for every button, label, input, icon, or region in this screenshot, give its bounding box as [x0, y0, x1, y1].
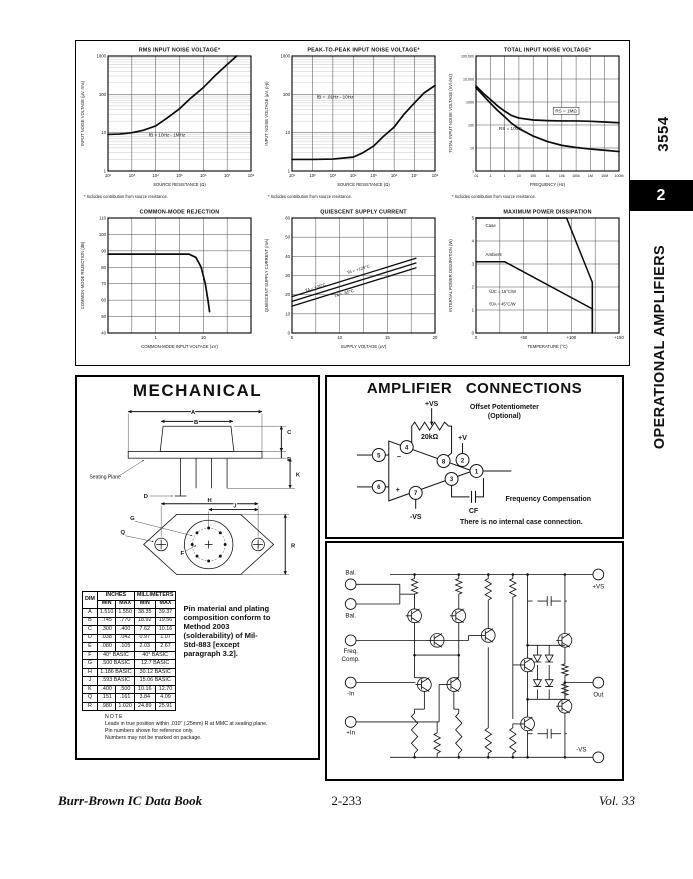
- svg-text:10³: 10³: [128, 173, 135, 178]
- svg-text:TOTAL INPUT NOISE VOLTAGE*: TOTAL INPUT NOISE VOLTAGE*: [504, 47, 592, 54]
- sidebar-section-title: OPERATIONAL AMPLIFIERS: [652, 244, 668, 450]
- chart-total-input-noise: [445, 41, 629, 203]
- table-row: [83, 660, 176, 669]
- svg-text:3: 3: [449, 477, 454, 484]
- svg-text:1000: 1000: [96, 53, 106, 59]
- dim-cell: 15.06 BASIC: [134, 677, 176, 686]
- pot-value-label: 20kΩ: [421, 434, 439, 442]
- pin-4: [400, 441, 413, 454]
- dim-cell: .770: [116, 617, 135, 626]
- svg-text:15: 15: [384, 335, 390, 340]
- svg-text:50: 50: [100, 314, 106, 320]
- dim-cell: .500 BASIC: [97, 660, 134, 669]
- svg-text:10: 10: [517, 174, 522, 178]
- dim-c-label: C: [286, 429, 291, 436]
- pos-v-label: +V: [458, 435, 467, 443]
- svg-text:10²: 10²: [104, 173, 111, 178]
- dim-col-header: DIM: [83, 592, 98, 609]
- dim-cell: 1.186 BASIC: [97, 668, 134, 677]
- svg-text:0: 0: [475, 335, 478, 340]
- dim-cell: R: [83, 702, 98, 711]
- dim-cell: 25.91: [155, 702, 176, 711]
- dim-cell: K: [83, 685, 98, 694]
- offset-pot-label: Offset Potentiometer: [469, 404, 539, 412]
- svg-text:10⁷: 10⁷: [411, 173, 418, 178]
- svg-text:1k: 1k: [545, 174, 550, 178]
- svg-text:* Includes contribution from s: * Includes contribution from source resistance.: [83, 194, 168, 199]
- svg-text:2: 2: [471, 284, 475, 290]
- pos-vs-label: +VS: [592, 583, 605, 591]
- svg-text:3: 3: [471, 261, 475, 267]
- svg-text:TA = +25°C: TA = +25°C: [304, 281, 327, 294]
- dim-cell: 0.97: [134, 634, 155, 643]
- dim-cell: .593 BASIC: [97, 677, 134, 686]
- dim-cell: 12.7 BASIC: [134, 660, 176, 669]
- noninverting-input-sign: +: [395, 486, 400, 494]
- freq-comp-terminal: [345, 635, 356, 646]
- svg-text:100: 100: [468, 123, 475, 128]
- dim-cell: J: [83, 677, 98, 686]
- dim-cell: .105: [116, 643, 135, 652]
- svg-text:.1: .1: [489, 174, 493, 178]
- schematic-box: [325, 541, 624, 781]
- svg-text:0: 0: [287, 330, 290, 336]
- bal-top-label: Bal.: [345, 569, 357, 577]
- svg-text:PEAK-TO-PEAK INPUT NOISE VOLTA: PEAK-TO-PEAK INPUT NOISE VOLTAGE*: [307, 47, 420, 54]
- dim-cell: .745: [97, 617, 116, 626]
- svg-text:10: 10: [285, 130, 290, 136]
- dim-cell: 1.020: [116, 702, 135, 711]
- amp-connections-diagram: [327, 397, 618, 530]
- dim-h-label: H: [207, 497, 212, 504]
- svg-text:10⁷: 10⁷: [223, 173, 230, 178]
- min-header: MIN: [134, 600, 155, 609]
- dim-cell: 18.92: [134, 617, 155, 626]
- svg-text:.01: .01: [473, 174, 479, 178]
- svg-text:10: 10: [337, 335, 343, 340]
- dim-cell: 1.07: [155, 634, 176, 643]
- dim-cell: 10.16: [134, 685, 155, 694]
- svg-text:* Includes contribution from s: * Includes contribution from source resistance.: [267, 194, 352, 199]
- svg-text:INPUT NOISE VOLTAGE (μV, rms): INPUT NOISE VOLTAGE (μV, rms): [79, 80, 85, 147]
- dim-k-label: K: [295, 472, 300, 479]
- mechanical-title: MECHANICAL: [132, 381, 263, 400]
- table-row: [83, 685, 176, 694]
- table-row: [83, 668, 176, 677]
- svg-text:1: 1: [471, 307, 475, 313]
- svg-text:1: 1: [154, 335, 157, 340]
- footer-page-number: 2-233: [331, 793, 362, 808]
- dim-cell: .300: [97, 626, 116, 635]
- neg-vs-label: -VS: [409, 513, 422, 521]
- table-row: [83, 617, 176, 626]
- dim-cell: 2.03: [134, 643, 155, 652]
- svg-text:100: 100: [282, 91, 290, 97]
- chart-svg: [78, 205, 259, 363]
- table-row: [83, 626, 176, 635]
- svg-text:+150: +150: [614, 335, 625, 340]
- svg-text:10⁶: 10⁶: [390, 173, 398, 178]
- svg-text:RS = 1MΩ: RS = 1MΩ: [555, 108, 578, 114]
- svg-text:10⁸: 10⁸: [247, 173, 254, 178]
- svg-text:110: 110: [98, 215, 106, 221]
- svg-text:100,000: 100,000: [461, 54, 475, 59]
- neg-in-terminal: [345, 677, 356, 688]
- dim-cell: .038: [97, 634, 116, 643]
- pin-3: [445, 472, 458, 485]
- svg-text:70: 70: [100, 281, 106, 287]
- dim-cell: H: [83, 668, 98, 677]
- section-number: 2: [656, 186, 666, 204]
- svg-text:8: 8: [441, 459, 446, 466]
- dim-cell: 12.70: [155, 685, 176, 694]
- dim-table: [82, 591, 176, 711]
- footer-book-title: Burr-Brown IC Data Book: [58, 793, 203, 808]
- dim-cell: 40° BASIC: [97, 651, 134, 660]
- svg-text:fB = .01Hz - 10Hz: fB = .01Hz - 10Hz: [316, 94, 354, 100]
- svg-text:INTERNAL POWER DISSIPATION (W): INTERNAL POWER DISSIPATION (W): [448, 239, 454, 312]
- mechanical-box: [75, 375, 320, 760]
- svg-text:10¹: 10¹: [288, 173, 296, 178]
- sidebar-part-number: 3554: [655, 116, 672, 152]
- svg-text:40: 40: [100, 330, 106, 336]
- svg-text:40: 40: [285, 253, 290, 259]
- chart-svg: [262, 205, 443, 363]
- chart-rms-input-noise: [76, 41, 260, 203]
- dim-cell: B: [83, 617, 98, 626]
- comp-cap-label: CF: [468, 507, 479, 515]
- svg-text:10⁴: 10⁴: [152, 173, 159, 178]
- svg-text:TA = +125°C: TA = +125°C: [346, 263, 371, 276]
- mechanical-lower: [77, 591, 318, 711]
- svg-text:100: 100: [530, 174, 537, 178]
- chart-svg: [262, 43, 443, 201]
- pin-note: Pin material and plating composition conform to Method 2003 (solderability) of Mil-Std-883 [except paragraph 3.2].: [183, 604, 271, 658]
- table-row: [83, 634, 176, 643]
- svg-text:Ambient: Ambient: [485, 251, 502, 257]
- amp-connections-box: [325, 375, 624, 539]
- svg-text:1000: 1000: [280, 53, 290, 59]
- svg-text:100M: 100M: [614, 174, 624, 178]
- dim-cell: 4.09: [155, 694, 176, 703]
- dim-cell: .042: [116, 634, 135, 643]
- dim-b-label: B: [193, 419, 198, 426]
- svg-text:10,000: 10,000: [463, 77, 475, 82]
- out-label: Out: [593, 691, 604, 699]
- dim-cell: .151: [97, 694, 116, 703]
- offset-pot-optional-label: (Optional): [487, 413, 521, 421]
- dim-d-label: D: [143, 493, 148, 500]
- pos-in-label: +In: [346, 729, 356, 737]
- dim-j-label: J: [232, 503, 236, 510]
- pin-5: [372, 449, 385, 462]
- svg-text:6: 6: [377, 485, 381, 492]
- svg-text:MAXIMUM POWER DISSIPATION: MAXIMUM POWER DISSIPATION: [503, 209, 592, 216]
- dim-cell: 1.550: [116, 609, 135, 618]
- svg-text:100: 100: [98, 91, 106, 97]
- svg-text:10: 10: [285, 311, 290, 317]
- svg-text:10: 10: [470, 146, 475, 151]
- dim-g-label: G: [129, 516, 135, 523]
- dim-cell: F: [83, 651, 98, 660]
- dim-cell: Q: [83, 694, 98, 703]
- table-row: [83, 694, 176, 703]
- dim-cell: A: [83, 609, 98, 618]
- inches-col-header: INCHES: [97, 592, 134, 601]
- out-terminal: [593, 677, 604, 688]
- table-row: [83, 677, 176, 686]
- pin-8: [437, 455, 450, 468]
- section-tab: [629, 180, 693, 211]
- freq-comp-label: Frequency Compensation: [505, 495, 592, 503]
- dim-cell: 38.35: [134, 609, 155, 618]
- svg-text:SOURCE RESISTANCE (Ω): SOURCE RESISTANCE (Ω): [152, 182, 206, 187]
- min-header: MIN: [97, 600, 116, 609]
- dim-r-label: R: [290, 543, 295, 550]
- svg-text:+50: +50: [520, 335, 528, 340]
- neg-vs-terminal: [593, 752, 604, 763]
- svg-text:Case: Case: [485, 223, 497, 229]
- dim-cell: 24.89: [134, 702, 155, 711]
- mm-col-header: MILLIMETERS: [134, 592, 176, 601]
- svg-text:4: 4: [471, 238, 475, 244]
- bal-bottom-terminal: [345, 599, 356, 610]
- pos-vs-label: +VS: [424, 401, 439, 409]
- svg-text:60: 60: [100, 297, 106, 303]
- svg-text:fB = 10Hz - 1MHz: fB = 10Hz - 1MHz: [148, 132, 185, 138]
- svg-text:10k: 10k: [559, 174, 566, 178]
- dim-f-label: F: [180, 551, 184, 558]
- svg-text:4: 4: [405, 445, 409, 452]
- pin-2: [456, 454, 469, 467]
- pin-6: [372, 480, 385, 493]
- dim-cell: 40° BASIC: [134, 651, 176, 660]
- mechanical-drawing: [84, 401, 312, 591]
- amp-connections-title: AMPLIFIER CONNECTIONS: [366, 380, 583, 397]
- svg-text:1000: 1000: [466, 100, 475, 105]
- svg-text:TOTAL INPUT NOISE VOLTAGE (nV/: TOTAL INPUT NOISE VOLTAGE (nV/√Hz): [448, 74, 454, 153]
- dim-cell: 39.37: [155, 609, 176, 618]
- max-header: MAX: [155, 600, 176, 609]
- svg-text:RMS INPUT NOISE VOLTAGE*: RMS INPUT NOISE VOLTAGE*: [138, 47, 220, 54]
- dim-cell: .080: [97, 643, 116, 652]
- seating-plane-label: Seating Plane: [88, 474, 121, 481]
- schematic-network: [357, 573, 593, 758]
- svg-text:1: 1: [503, 174, 506, 178]
- svg-text:10M: 10M: [601, 174, 609, 178]
- dim-cell: 2.67: [155, 643, 176, 652]
- dim-cell: 7.62: [134, 626, 155, 635]
- dim-cell: 3.84: [134, 694, 155, 703]
- pin-1: [470, 464, 483, 477]
- svg-text:30: 30: [285, 273, 290, 278]
- note-line: Pin numbers shown for reference only.: [105, 728, 194, 735]
- table-row: [83, 702, 176, 711]
- svg-text:5: 5: [377, 453, 381, 460]
- svg-text:100: 100: [98, 231, 106, 237]
- note-line: Leads in true position within .010" (.25mm) R at MMC at seating plane.: [105, 721, 268, 728]
- svg-text:COMMON-MODE INPUT VOLTAGE (±V): COMMON-MODE INPUT VOLTAGE (±V): [140, 344, 218, 349]
- dim-cell: E: [83, 643, 98, 652]
- svg-text:1M: 1M: [588, 174, 594, 178]
- pos-vs-terminal: [593, 569, 604, 580]
- case-note: There is no internal case connection.: [459, 518, 583, 526]
- svg-text:SOURCE RESISTANCE (Ω): SOURCE RESISTANCE (Ω): [337, 182, 390, 187]
- svg-text:7: 7: [414, 491, 418, 498]
- svg-text:INPUT NOISE VOLTAGE (μV, p-p): INPUT NOISE VOLTAGE (μV, p-p): [263, 81, 269, 146]
- chart-common-mode-rejection: [76, 203, 260, 365]
- chart-peak-to-peak-input-noise: [260, 41, 444, 203]
- max-header: MAX: [116, 600, 135, 609]
- svg-text:100k: 100k: [572, 174, 581, 178]
- svg-text:TEMPERATURE (°C): TEMPERATURE (°C): [527, 344, 568, 349]
- svg-text:60: 60: [285, 215, 290, 221]
- table-row: [83, 651, 176, 660]
- freq-comp-label-2: Comp.: [341, 656, 360, 663]
- svg-text:10⁴: 10⁴: [349, 173, 357, 178]
- svg-text:+100: +100: [566, 335, 577, 340]
- charts-grid: [76, 41, 629, 365]
- bal-bottom-label: Bal.: [345, 612, 357, 620]
- svg-text:10²: 10²: [309, 173, 316, 178]
- dim-cell: 1.510: [97, 609, 116, 618]
- inverting-input-sign: −: [396, 454, 401, 462]
- dim-cell: C: [83, 626, 98, 635]
- svg-text:* Includes contribution from s: * Includes contribution from source resistance.: [452, 194, 537, 199]
- svg-text:θJC = 15°C/W: θJC = 15°C/W: [489, 288, 517, 294]
- svg-text:2: 2: [460, 458, 465, 465]
- pin-7: [409, 486, 422, 499]
- freq-comp-label-1: Freq.: [343, 648, 358, 656]
- dim-cell: .980: [97, 702, 116, 711]
- svg-text:10: 10: [100, 130, 106, 136]
- dim-cell: .400: [97, 685, 116, 694]
- chart-maximum-power-dissipation: [445, 203, 629, 365]
- chart-svg: [446, 43, 627, 201]
- bal-top-terminal: [345, 579, 356, 590]
- svg-text:1: 1: [472, 169, 475, 174]
- svg-text:50: 50: [285, 234, 290, 240]
- dim-q-label: Q: [119, 529, 125, 536]
- note-title: NOTE: [105, 714, 124, 721]
- svg-text:SUPPLY VOLTAGE (±V): SUPPLY VOLTAGE (±V): [340, 344, 387, 349]
- svg-text:FREQUENCY (Hz): FREQUENCY (Hz): [530, 182, 566, 187]
- table-row: [83, 609, 176, 618]
- dim-cell: .500: [116, 685, 135, 694]
- dim-e-label: E: [286, 457, 291, 464]
- svg-text:10³: 10³: [329, 173, 336, 178]
- svg-text:TA = -55°C: TA = -55°C: [333, 287, 355, 299]
- svg-text:QUIESCENT SUPPLY CURRENT: QUIESCENT SUPPLY CURRENT: [320, 209, 407, 216]
- dim-table-body: [83, 609, 176, 711]
- svg-text:80: 80: [100, 264, 106, 270]
- svg-text:COMMON-MODE REJECTION (dB): COMMON-MODE REJECTION (dB): [79, 241, 85, 310]
- svg-text:5: 5: [290, 335, 294, 340]
- svg-text:1: 1: [103, 168, 106, 174]
- dim-cell: 10.16: [155, 626, 176, 635]
- svg-text:0: 0: [471, 330, 475, 336]
- svg-text:5: 5: [471, 215, 475, 221]
- graphs-frame: [75, 40, 630, 366]
- neg-in-label: -In: [347, 690, 355, 698]
- dim-cell: D: [83, 634, 98, 643]
- chart-svg: [78, 43, 259, 201]
- svg-text:10⁶: 10⁶: [199, 173, 207, 178]
- svg-text:20: 20: [432, 335, 438, 340]
- note-line: Numbers may not be marked on package.: [105, 735, 202, 742]
- svg-text:20: 20: [285, 292, 290, 298]
- chart-svg: [446, 205, 627, 363]
- svg-text:1: 1: [287, 168, 290, 174]
- note-block: [77, 711, 318, 742]
- svg-text:90: 90: [100, 248, 106, 254]
- footer-volume: Vol. 33: [598, 793, 635, 808]
- svg-text:1: 1: [474, 469, 479, 476]
- svg-text:10⁵: 10⁵: [370, 173, 377, 178]
- svg-text:RS = 100Ω: RS = 100Ω: [499, 126, 522, 132]
- chart-quiescent-supply-current: [260, 203, 444, 365]
- svg-text:10⁸: 10⁸: [431, 173, 439, 178]
- dim-cell: .400: [116, 626, 135, 635]
- pos-in-terminal: [345, 717, 356, 728]
- dim-cell: 19.56: [155, 617, 176, 626]
- svg-text:QUIESCENT SUPPLY CURRENT (mA): QUIESCENT SUPPLY CURRENT (mA): [263, 238, 269, 313]
- svg-text:COMMON-MODE REJECTION: COMMON-MODE REJECTION: [139, 209, 219, 216]
- svg-text:θJA = 45°C/W: θJA = 45°C/W: [489, 301, 516, 307]
- neg-vs-label: -VS: [576, 746, 587, 754]
- table-row: [83, 643, 176, 652]
- dim-a-label: A: [190, 410, 195, 417]
- dim-cell: 30.12 BASIC: [134, 668, 176, 677]
- dim-cell: G: [83, 660, 98, 669]
- svg-text:10⁵: 10⁵: [175, 173, 183, 178]
- schematic-diagram: [331, 547, 618, 775]
- dim-cell: .161: [116, 694, 135, 703]
- svg-text:10: 10: [200, 335, 206, 340]
